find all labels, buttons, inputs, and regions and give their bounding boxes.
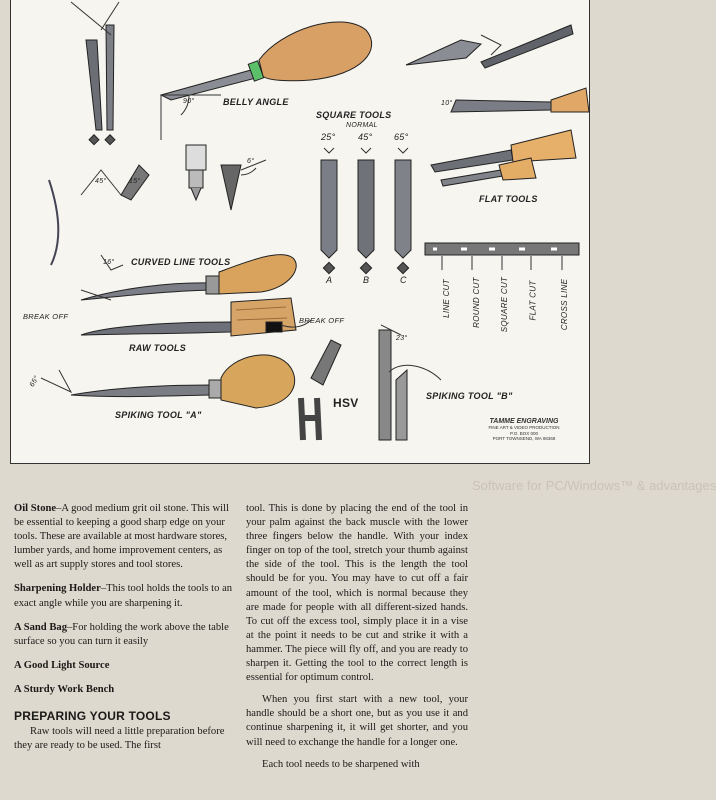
spiking-tool-b-right	[396, 370, 407, 440]
spiking-tool-a-handle	[221, 355, 295, 408]
tool-side-view-1	[86, 40, 102, 130]
spiking-tool-b-left	[379, 330, 391, 440]
work-bench-entry: A Sturdy Work Bench	[14, 683, 115, 695]
label-hsv: HSV	[333, 396, 359, 410]
label-65-degrees-spiking: 65°	[28, 374, 41, 389]
label-a: A	[326, 275, 333, 285]
intro-paragraph: Raw tools will need a little preparation before they are ready to be used. The first	[14, 726, 225, 752]
sharpening-holder-entry: Sharpening Holder–This tool holds the tools to an exact angle while you are sharpening it.	[14, 583, 233, 609]
square-tool-a	[321, 160, 337, 258]
right-paragraph-3: Each tool needs to be sharpened with	[262, 758, 420, 770]
sand-bag-entry: A Sand Bag–For holding the work above the table surface so you can turn it easily	[14, 621, 229, 647]
label-b: B	[363, 275, 370, 285]
curved-line-tool-handle	[219, 255, 296, 294]
engraving-tools-illustration	[10, 0, 590, 464]
tool-side-view-2	[106, 25, 114, 130]
label-10-degrees: 10°	[441, 100, 453, 107]
label-curved-line-tools: CURVED LINE TOOLS	[131, 257, 231, 267]
label-90-degrees: 90°	[183, 98, 195, 105]
right-paragraph-1: tool. This is done by placing the end of the tool in your palm against the back muscle with the lower three fingers below the handle. With your index finger on top of the tool, stretch your thumb against the side of the tool. This is the length the tool should be for you. You may have to cut off a fair amount of the tool, which is normal because they are made for people with all different-sized hands. To cut off the excess tool, simply place it in a vise at the point it needs to be cut and strike it with a hammer. The piece will fly off, and you are ready to sharpen it. Getting the tool to the correct length is essential for optimum control.	[246, 503, 468, 684]
label-65-degrees: 65°	[394, 132, 409, 142]
label-normal: NORMAL	[346, 122, 378, 129]
label-spiking-tool-a: SPIKING TOOL "A"	[115, 410, 202, 420]
label-45-degrees: 45°	[358, 132, 373, 142]
curved-blade-sketch	[49, 180, 58, 265]
right-text-column	[246, 502, 468, 772]
label-break-off-left: BREAK OFF	[23, 312, 69, 321]
square-tool-b	[358, 160, 374, 258]
label-cut-line: LINE CUT	[441, 279, 451, 318]
light-source-entry: A Good Light Source	[14, 659, 110, 671]
label-cut-flat: FLAT CUT	[528, 280, 538, 321]
label-15-degrees: 15°	[129, 178, 141, 185]
spiking-tool-a-blade	[71, 385, 211, 397]
left-text-column	[14, 502, 234, 763]
feather-handle-2	[511, 130, 576, 162]
hsv-tool-side	[311, 340, 341, 385]
label-square-tools: SQUARE TOOLS	[316, 110, 392, 120]
flat-tool-top-1	[406, 40, 481, 65]
label-cut-cross-line: CROSS LINE	[560, 278, 570, 331]
right-paragraph-2: When you first start with a new tool, your handle should be a short one, but as you use it and continue sharpening it, it will get shorter, and you will need to exchange the handle for a longer one.	[246, 694, 468, 748]
flat-tool-top-2	[481, 25, 573, 68]
label-cut-square: SQUARE CUT	[500, 276, 510, 333]
label-25-degrees: 25°	[321, 132, 336, 142]
raw-tool-handle	[231, 298, 296, 336]
section-heading: PREPARING YOUR TOOLS	[14, 709, 171, 724]
flat-tool-1	[451, 100, 551, 112]
label-45-degrees-sketch: 45°	[95, 178, 107, 185]
label-cut-round: ROUND CUT	[471, 277, 481, 328]
label-break-off-right: BREAK OFF	[299, 316, 345, 325]
label-16-degrees: 16°	[103, 259, 115, 266]
square-tool-c	[395, 160, 411, 258]
tool-tip-diamond-2	[105, 135, 115, 145]
label-c: C	[400, 275, 407, 285]
label-6-degrees: 6°	[247, 158, 255, 165]
tool-tip-diamond-1	[89, 135, 99, 145]
raw-tool-blade	[81, 322, 231, 335]
tool-holder-point	[221, 165, 241, 210]
feather-handle-1	[551, 88, 589, 112]
label-raw-tools: RAW TOOLS	[129, 343, 187, 353]
tool-holder-top	[186, 145, 206, 170]
bulb-handle	[259, 22, 372, 81]
label-23-degrees: 23°	[396, 335, 408, 342]
hsv-tool	[301, 398, 319, 440]
label-flat-tools: FLAT TOOLS	[479, 194, 538, 204]
label-belly-angle: BELLY ANGLE	[223, 97, 289, 107]
artist-credit: TAMME ENGRAVING FINE ART & VIDEO PRODUCTION P.O. BOX 000 PORT TOWNSEND, WA 98368	[488, 418, 560, 441]
label-spiking-tool-b: SPIKING TOOL "B"	[426, 391, 513, 401]
oil-stone-entry: Oil Stone–A good medium grit oil stone. This will be essential to keeping a good sharp edge on your tools. These are available at most hardware stores, lumber yards, and home improvement centers, as well as art supply stores and tool stores.	[14, 503, 229, 571]
background-page-text: Software for PC/Windows™ & advantages	[472, 478, 716, 493]
curved-line-tool-blade	[81, 283, 211, 300]
